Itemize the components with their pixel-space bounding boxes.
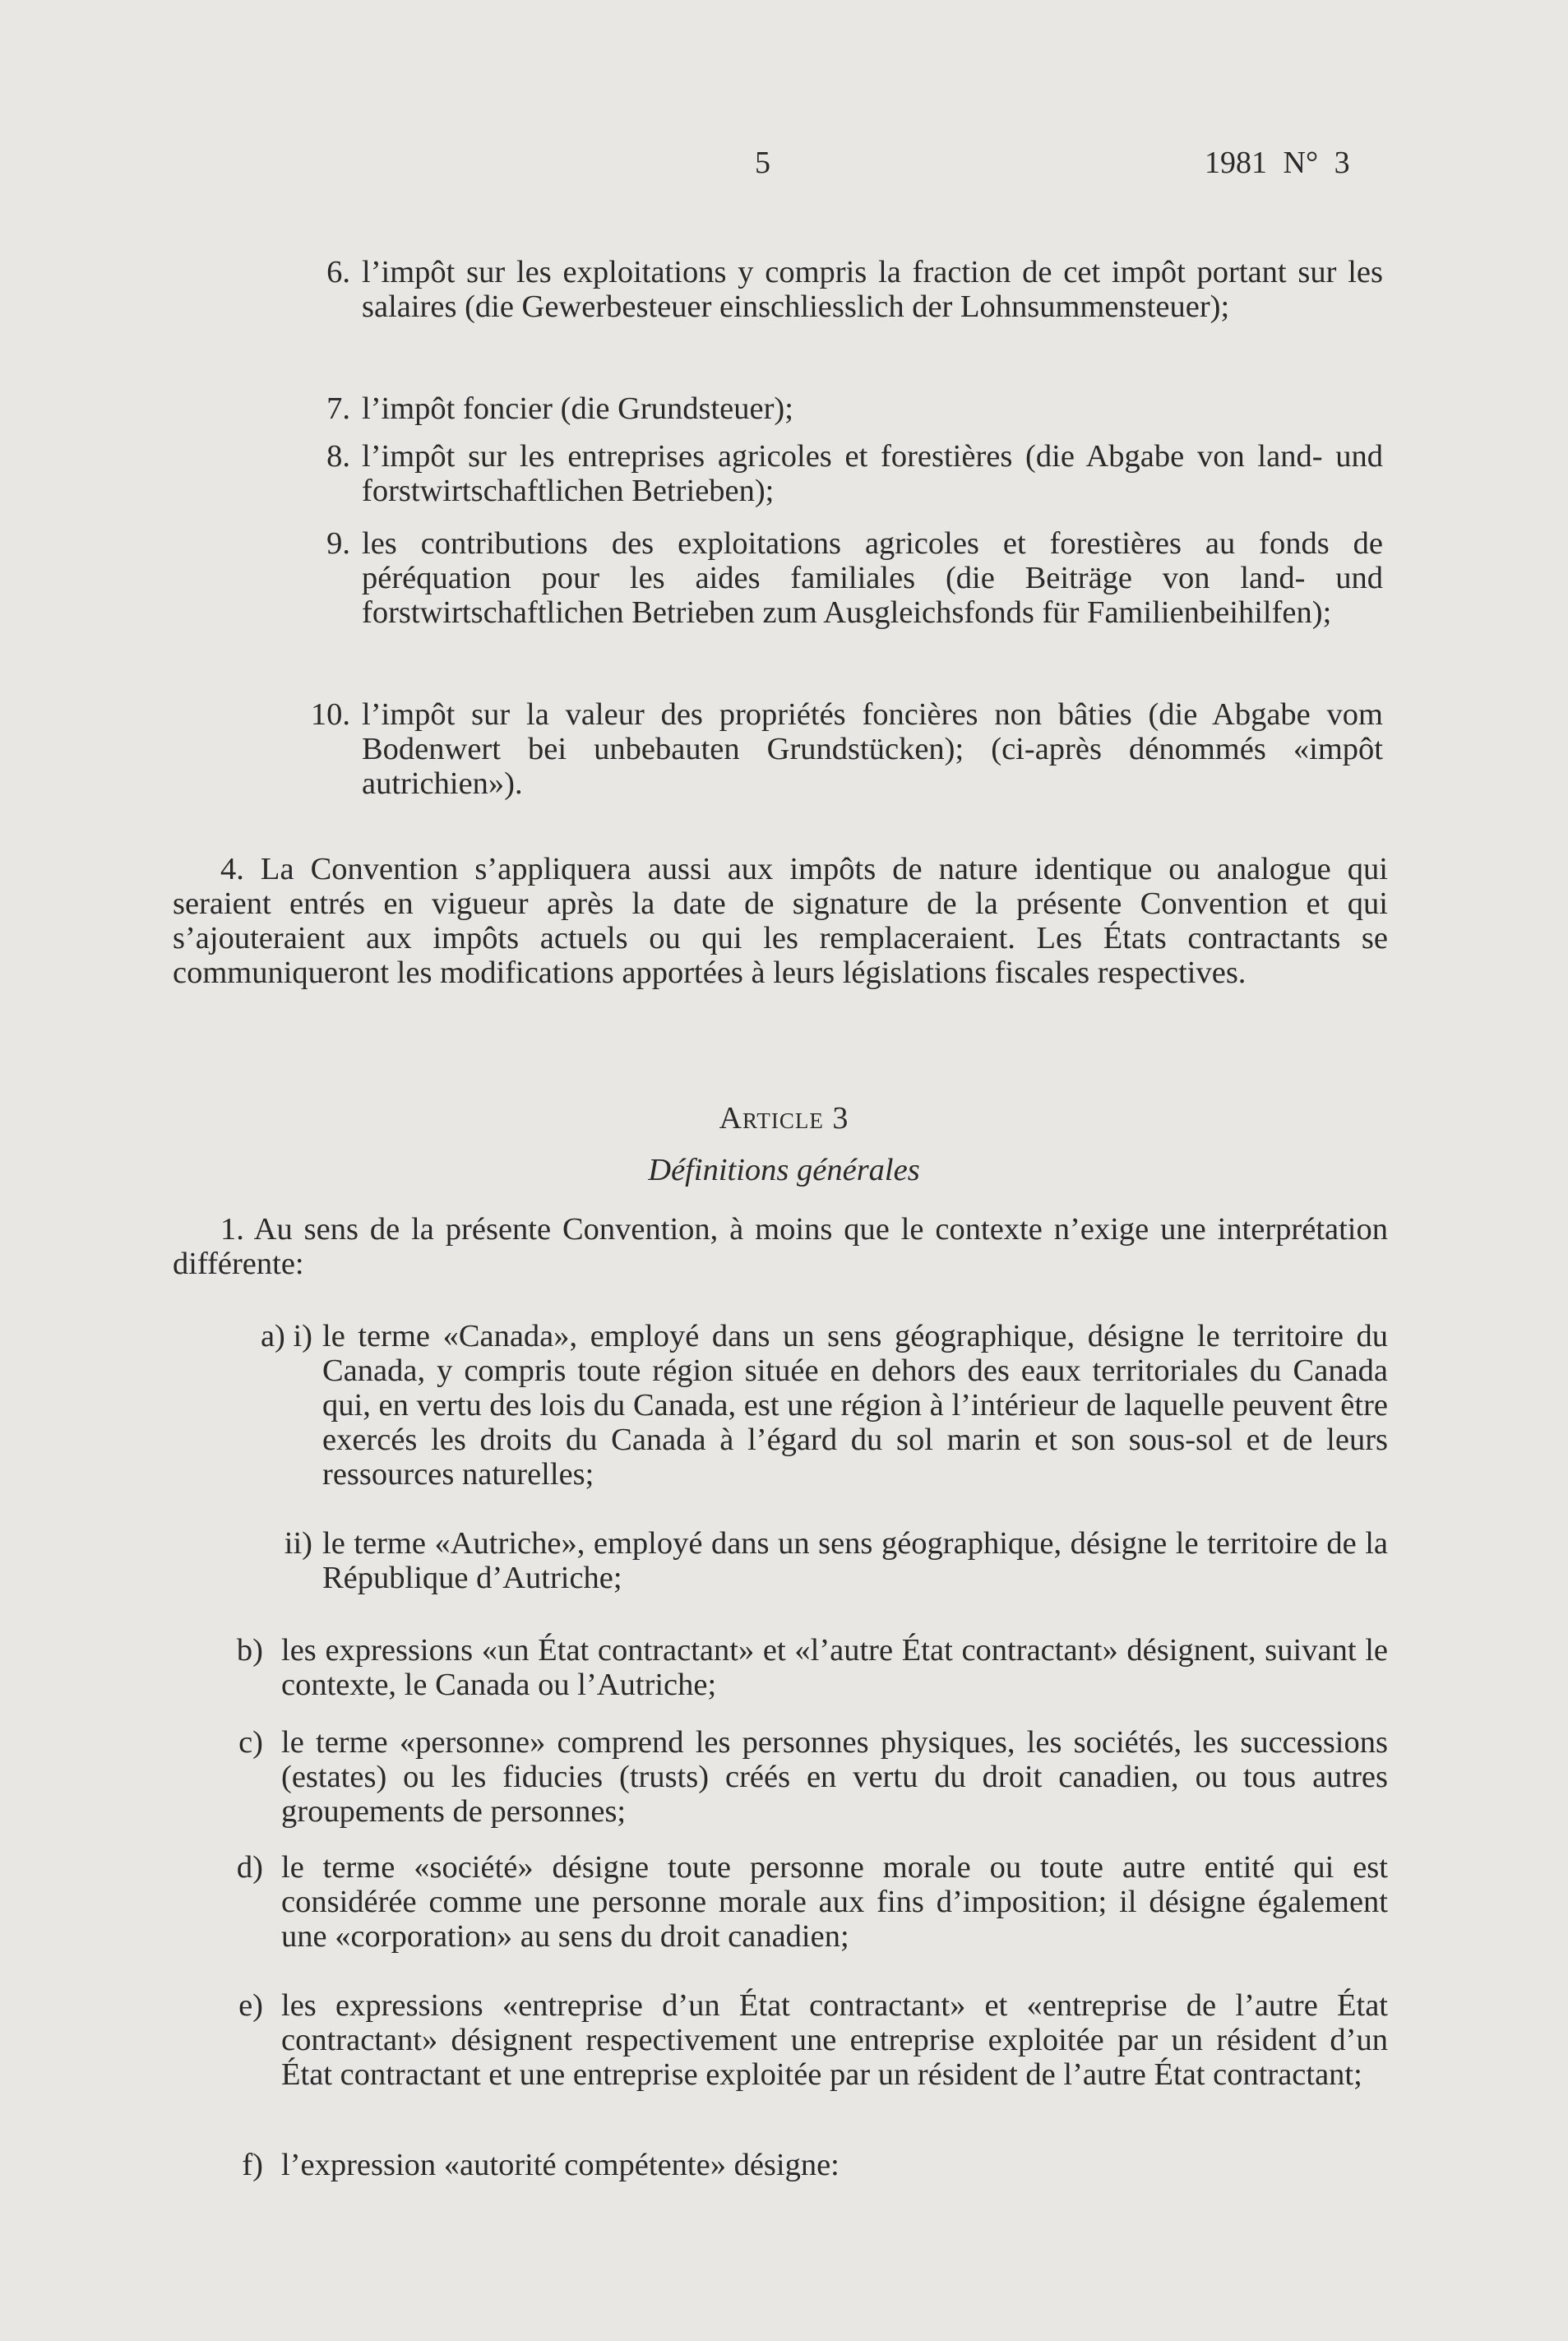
definition-label: c) (238, 1725, 263, 1760)
item-number: 7. (326, 391, 350, 426)
definition-item: le terme «Autriche», employé dans un sens géographique, désigne le territoire de la République d’Autriche; (322, 1526, 1388, 1595)
definition-item: les expressions «un État contractant» et «l’autre État contractant» désignent, suivant le contexte, le Canada ou l’Autriche; (281, 1633, 1388, 1702)
item-number: 9. (326, 526, 350, 561)
definition-label: e) (238, 1988, 263, 2023)
article-paragraph-1: 1. Au sens de la présente Convention, à moins que le contexte n’exige une interprétation différente: (173, 1212, 1388, 1281)
definition-item: l’expression «autorité compétente» désigne: (281, 2148, 840, 2182)
definition-label: f) (242, 2148, 263, 2182)
page-header (0, 145, 1568, 194)
item-number: 8. (326, 439, 350, 474)
article-subtitle: Définitions générales (648, 1153, 920, 1187)
definition-item: le terme «personne» comprend les personnes physiques, les sociétés, les successions (estates) ou les fiducies (trusts) créés en vertu du droit canadien, ou tous autres groupements de personnes; (281, 1725, 1388, 1829)
definition-item: les expressions «entreprise d’un État contractant» et «entreprise de l’autre État contractant» désignent respectivement une entreprise exploitée par un résident d’un État contractant et une entreprise exploitée par un résident de l’autre État contractant; (281, 1988, 1388, 2092)
definition-item: le terme «Canada», employé dans un sens géographique, désigne le territoire du Canada, y compris toute région située en dehors des eaux territoriales du Canada qui, en vertu des lois du Canada, est une région à l’intérieur de laquelle peuvent être exercés les droits du Canada à l’égard du sol marin et son sous-sol et de leurs ressources naturelles; (322, 1319, 1388, 1492)
list-item: l’impôt foncier (die Grundsteuer); (362, 391, 793, 426)
item-number: 6. (326, 255, 350, 289)
item-number: 10. (310, 697, 350, 732)
definition-label: b) (236, 1633, 263, 1668)
definition-label: d) (236, 1850, 263, 1885)
list-item: l’impôt sur les entreprises agricoles et forestières (die Abgabe von land- und forstwirtschaftlichen Betrieben); (362, 439, 1383, 508)
article-heading (0, 1100, 1568, 1136)
definition-label: ii) (284, 1526, 312, 1561)
list-item: l’impôt sur la valeur des propriétés foncières non bâties (die Abgabe vom Bodenwert bei unbebauten Grundstücken); (ci-après dénommés «impôt autrichien»). (362, 697, 1383, 801)
article-heading-number: 3 (832, 1101, 849, 1136)
gazette-reference: 1981 N° 3 (1205, 146, 1350, 180)
page-number: 5 (755, 146, 770, 180)
definition-label: a) i) (260, 1319, 312, 1353)
list-item: les contributions des exploitations agricoles et forestières au fonds de péréquation pour les aides familiales (die Beiträge von land- und forstwirtschaftlichen Betrieben zum Ausgleichsfonds für Familienbeihilfen); (362, 526, 1383, 630)
paragraph-4: 4. La Convention s’appliquera aussi aux impôts de nature identique ou analogue qui seraient entrés en vigueur après la date de signature de la présente Convention et qui s’ajouteraient aux impôts actuels ou qui les remplaceraient. Les États contractants se communiqueront les modifications apportées à leurs législations fiscales respectives. (173, 852, 1388, 990)
definition-item: le terme «société» désigne toute personne morale ou toute autre entité qui est considérée comme une personne morale aux fins d’imposition; il désigne également une «corporation» au sens du droit canadien; (281, 1850, 1388, 1954)
article-heading-word: Article (719, 1101, 824, 1136)
list-item: l’impôt sur les exploitations y compris la fraction de cet impôt portant sur les salaires (die Gewerbesteuer einschliesslich der Lohnsummensteuer); (362, 255, 1383, 324)
